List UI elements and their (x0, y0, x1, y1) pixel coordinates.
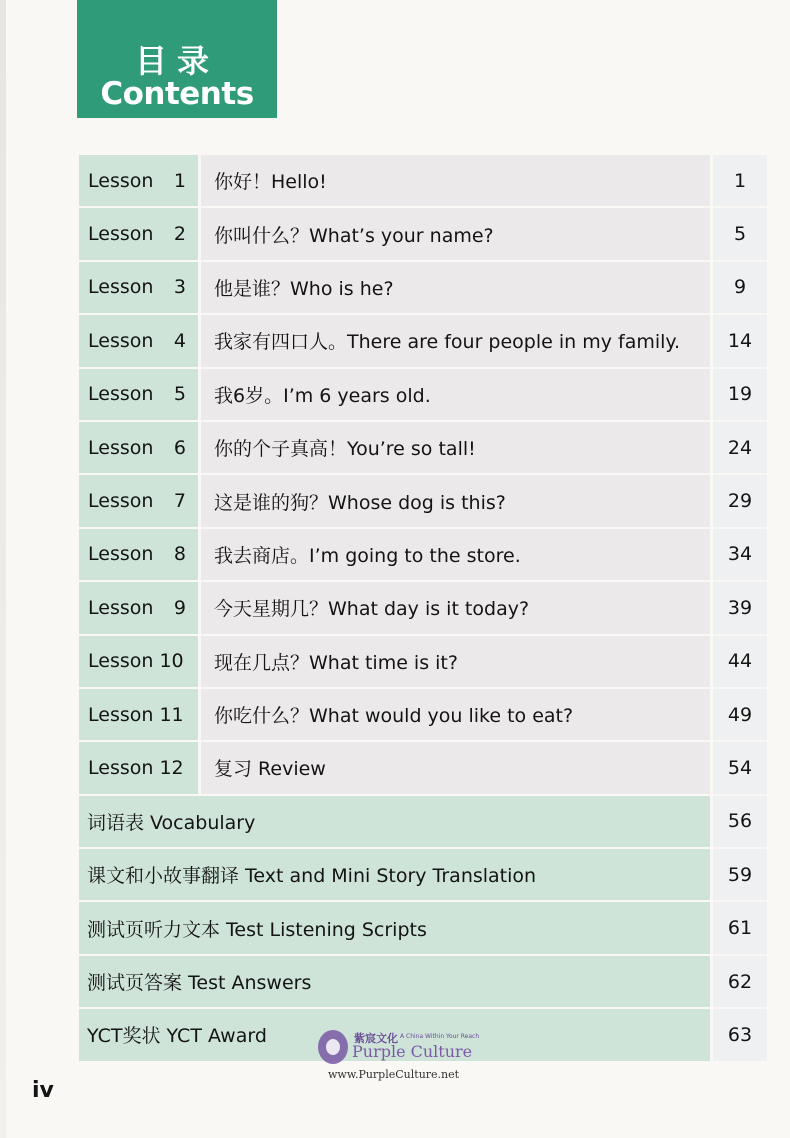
toc-lesson-label (79, 208, 198, 259)
toc-row[interactable] (76, 688, 753, 741)
table-of-contents (76, 154, 753, 1062)
toc-row[interactable] (76, 741, 753, 794)
toc-page-number: 49 (713, 689, 767, 740)
toc-page-number: 34 (713, 529, 767, 580)
toc-page-number: 29 (713, 475, 767, 526)
lesson-word: Lesson (88, 223, 154, 246)
toc-page-number: 19 (713, 369, 767, 420)
toc-lesson-label (79, 742, 198, 793)
toc-page-number: 1 (713, 155, 767, 206)
lesson-word: Lesson (88, 169, 154, 192)
watermark (318, 1030, 508, 1082)
toc-lesson-label (79, 636, 198, 687)
toc-page-number: 63 (713, 1009, 767, 1060)
toc-lesson-label (79, 315, 198, 366)
toc-lesson-label (79, 422, 198, 473)
contents-header (77, 0, 277, 118)
watermark-url: www.PurpleCulture.net (328, 1068, 460, 1081)
lesson-word: Lesson (88, 436, 154, 459)
toc-row[interactable] (76, 795, 753, 848)
toc-lesson-title: 这是谁的狗？Whose dog is this? (201, 475, 710, 526)
toc-row[interactable] (76, 581, 753, 634)
toc-lesson-title: 今天星期几？What day is it today? (201, 582, 710, 633)
toc-lesson-label (79, 369, 198, 420)
toc-lesson-title: 我6岁。I’m 6 years old. (201, 369, 710, 420)
toc-appendix-title: 测试页答案 Test Answers (79, 956, 710, 1007)
header-title-cn: 目录 (134, 42, 219, 80)
watermark-brand: Purple Culture (352, 1042, 473, 1061)
lesson-word: Lesson (88, 329, 154, 352)
toc-lesson-title: 你吃什么？What would you like to eat? (201, 689, 710, 740)
toc-page-number: 14 (713, 315, 767, 366)
toc-page-number: 62 (713, 956, 767, 1007)
lesson-number: 5 (173, 383, 186, 406)
watermark-cn: 紫宸文化 (354, 1032, 398, 1045)
toc-lesson-title: 他是谁？Who is he? (201, 262, 710, 313)
toc-lesson-label (79, 475, 198, 526)
lesson-number: 7 (173, 490, 186, 513)
toc-row[interactable] (76, 314, 753, 367)
lesson-word: Lesson (88, 276, 154, 299)
toc-lesson-title: 我去商店。I’m going to the store. (201, 529, 710, 580)
toc-row[interactable] (76, 474, 753, 527)
toc-row[interactable] (76, 848, 753, 901)
toc-lesson-label (79, 155, 198, 206)
watermark-tagline: A China Within Your Reach (400, 1033, 480, 1040)
lesson-word: Lesson (88, 543, 154, 566)
toc-lesson-title: 你好！Hello! (201, 155, 710, 206)
purple-culture-logo-icon (318, 1030, 348, 1064)
toc-lesson-label (79, 582, 198, 633)
lesson-word: Lesson (88, 596, 154, 619)
toc-row[interactable] (76, 368, 753, 421)
toc-page-number: 61 (713, 902, 767, 953)
toc-lesson-title: 现在几点？What time is it? (201, 636, 710, 687)
toc-appendix-title: 课文和小故事翻译 Text and Mini Story Translation (79, 849, 710, 900)
lesson-word: Lesson 10 (88, 650, 184, 673)
toc-appendix-title: YCT奖状 YCT Award (79, 1009, 710, 1060)
lesson-word: Lesson 11 (88, 703, 184, 726)
lesson-word: Lesson (88, 490, 154, 513)
page-number-label: iv (32, 1078, 54, 1103)
toc-appendix-title: 测试页听力文本 Test Listening Scripts (79, 902, 710, 953)
toc-page-number: 56 (713, 796, 767, 847)
toc-appendix-title: 词语表 Vocabulary (79, 796, 710, 847)
lesson-number: 1 (173, 169, 186, 192)
toc-lesson-title: 我家有四口人。There are four people in my family. (201, 315, 710, 366)
toc-lesson-title: 你的个子真高！You’re so tall! (201, 422, 710, 473)
toc-row[interactable] (76, 528, 753, 581)
toc-page-number: 59 (713, 849, 767, 900)
lesson-number: 8 (173, 543, 186, 566)
toc-row[interactable] (76, 421, 753, 474)
lesson-number: 4 (173, 329, 186, 352)
toc-lesson-label (79, 262, 198, 313)
lesson-number: 2 (173, 223, 186, 246)
lesson-word: Lesson (88, 383, 154, 406)
lesson-number: 6 (173, 436, 186, 459)
toc-lesson-title: 复习 Review (201, 742, 710, 793)
toc-row[interactable] (76, 154, 747, 207)
header-title-en: Contents (100, 76, 254, 112)
toc-row[interactable] (76, 261, 747, 314)
toc-row[interactable] (76, 635, 753, 688)
lesson-word: Lesson 12 (88, 756, 184, 779)
scan-edge (0, 0, 6, 1138)
toc-page-number: 54 (713, 742, 767, 793)
lesson-number: 9 (173, 596, 186, 619)
toc-lesson-title: 你叫什么？What’s your name? (201, 208, 710, 259)
toc-page-number: 24 (713, 422, 767, 473)
toc-lesson-label (79, 689, 198, 740)
toc-page-number: 39 (713, 582, 767, 633)
lesson-number: 3 (173, 276, 186, 299)
toc-row[interactable] (76, 207, 747, 260)
toc-page-number: 5 (713, 208, 767, 259)
toc-row[interactable] (76, 955, 753, 1008)
toc-lesson-label (79, 529, 198, 580)
toc-page-number: 9 (713, 262, 767, 313)
toc-row[interactable] (76, 901, 753, 954)
toc-page-number: 44 (713, 636, 767, 687)
